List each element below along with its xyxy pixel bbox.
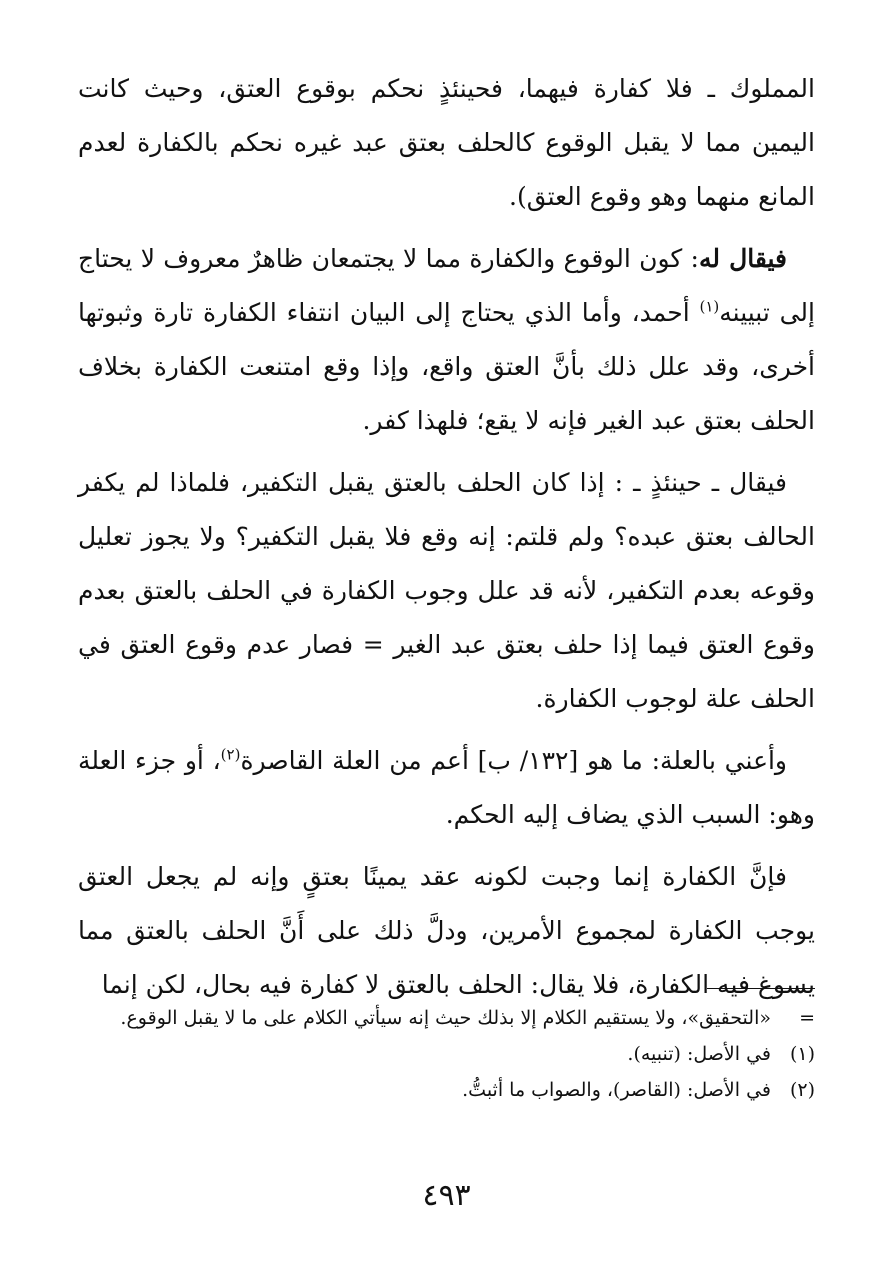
footnote-text: في الأصل: (القاصر)، والصواب ما أثبتُّ.	[462, 1079, 771, 1101]
footnote-mark: (١)	[789, 1043, 815, 1065]
paragraph-1: المملوك ـ فلا كفارة فيهما، فحينئذٍ نحكم بوقوع العتق، وحيث كانت اليمين مما لا يقبل الوقوع كالحلف بعتق عبد غيره نحكم بالكفارة لعدم المانع منهما وهو وقوع العتق).	[78, 74, 815, 211]
paragraph-3: فيقال ـ حينئذٍ ـ : إذا كان الحلف بالعتق يقبل التكفير، فلماذا لم يكفر الحالف بعتق عبده؟ ولم قلتم: إنه وقع فلا يقبل التكفير؟ ولا يجوز تعليل وقوعه بعدم التكفير، لأنه قد علل وجوب الكفارة في الحلف بالعتق بعدم وقوع العتق فيما إذا حلف بعتق عبد الغير = فصار عدم وقوع العتق في الحلف علة لوجوب الكفارة.	[78, 468, 815, 713]
footnote-1	[78, 1036, 815, 1072]
footnote-continued	[78, 1000, 815, 1036]
paragraph-2-lead: فيقال له	[698, 244, 787, 273]
paragraph-4-text-a: وأعني بالعلة: ما هو [١٣٢/ ب] أعم من العلة القاصرة	[240, 746, 788, 775]
paragraph-5: فإنَّ الكفارة إنما وجبت لكونه عقد يمينًا بعتقٍ وإنه لم يجعل العتق يوجب الكفارة لمجموع الأمرين، ودلَّ ذلك على أَنَّ الحلف بالعتق مما يسوغ فيه الكفارة، فلا يقال: الحلف بالعتق لا كفارة فيه بحال، لكن إنما	[78, 862, 815, 999]
paragraph-2-text-b: أحمد، وأما الذي يحتاج إلى البيان انتفاء الكفارة تارة وثبوتها أخرى، وقد علل ذلك بأنَّ العتق واقع، وإذا وقع امتنعت الكفارة بخلاف الحلف بعتق عبد الغير فإنه لا يقع؛ فلهذا كفر.	[78, 298, 815, 435]
paragraph-4-text-b: ، أو جزء العلة وهو: السبب الذي يضاف إليه الحكم.	[78, 746, 815, 829]
footnote-ref-1: (١)	[699, 297, 720, 316]
paragraph-2-text-a: : كون الوقوع والكفارة مما لا يجتمعان ظاهرٌ معروف لا يحتاج إلى تبيينه	[78, 244, 815, 327]
footnote-mark: (٢)	[789, 1079, 815, 1101]
footnote-mark: =	[799, 1007, 815, 1029]
footnote-2	[78, 1072, 815, 1108]
footnote-ref-2: (٢)	[220, 745, 241, 764]
paragraph-4	[78, 734, 815, 842]
main-text	[78, 62, 815, 1020]
footnote-text: «التحقيق»، ولا يستقيم الكلام إلا بذلك حيث إنه سيأتي الكلام على ما لا يقبل الوقوع.	[120, 1007, 771, 1029]
paragraph-2	[78, 232, 815, 448]
footnote-divider	[707, 988, 815, 989]
page-number: ٤٩٣	[422, 1178, 471, 1213]
footnote-text: في الأصل: (تنبيه).	[627, 1043, 771, 1065]
footnotes	[78, 1000, 815, 1108]
